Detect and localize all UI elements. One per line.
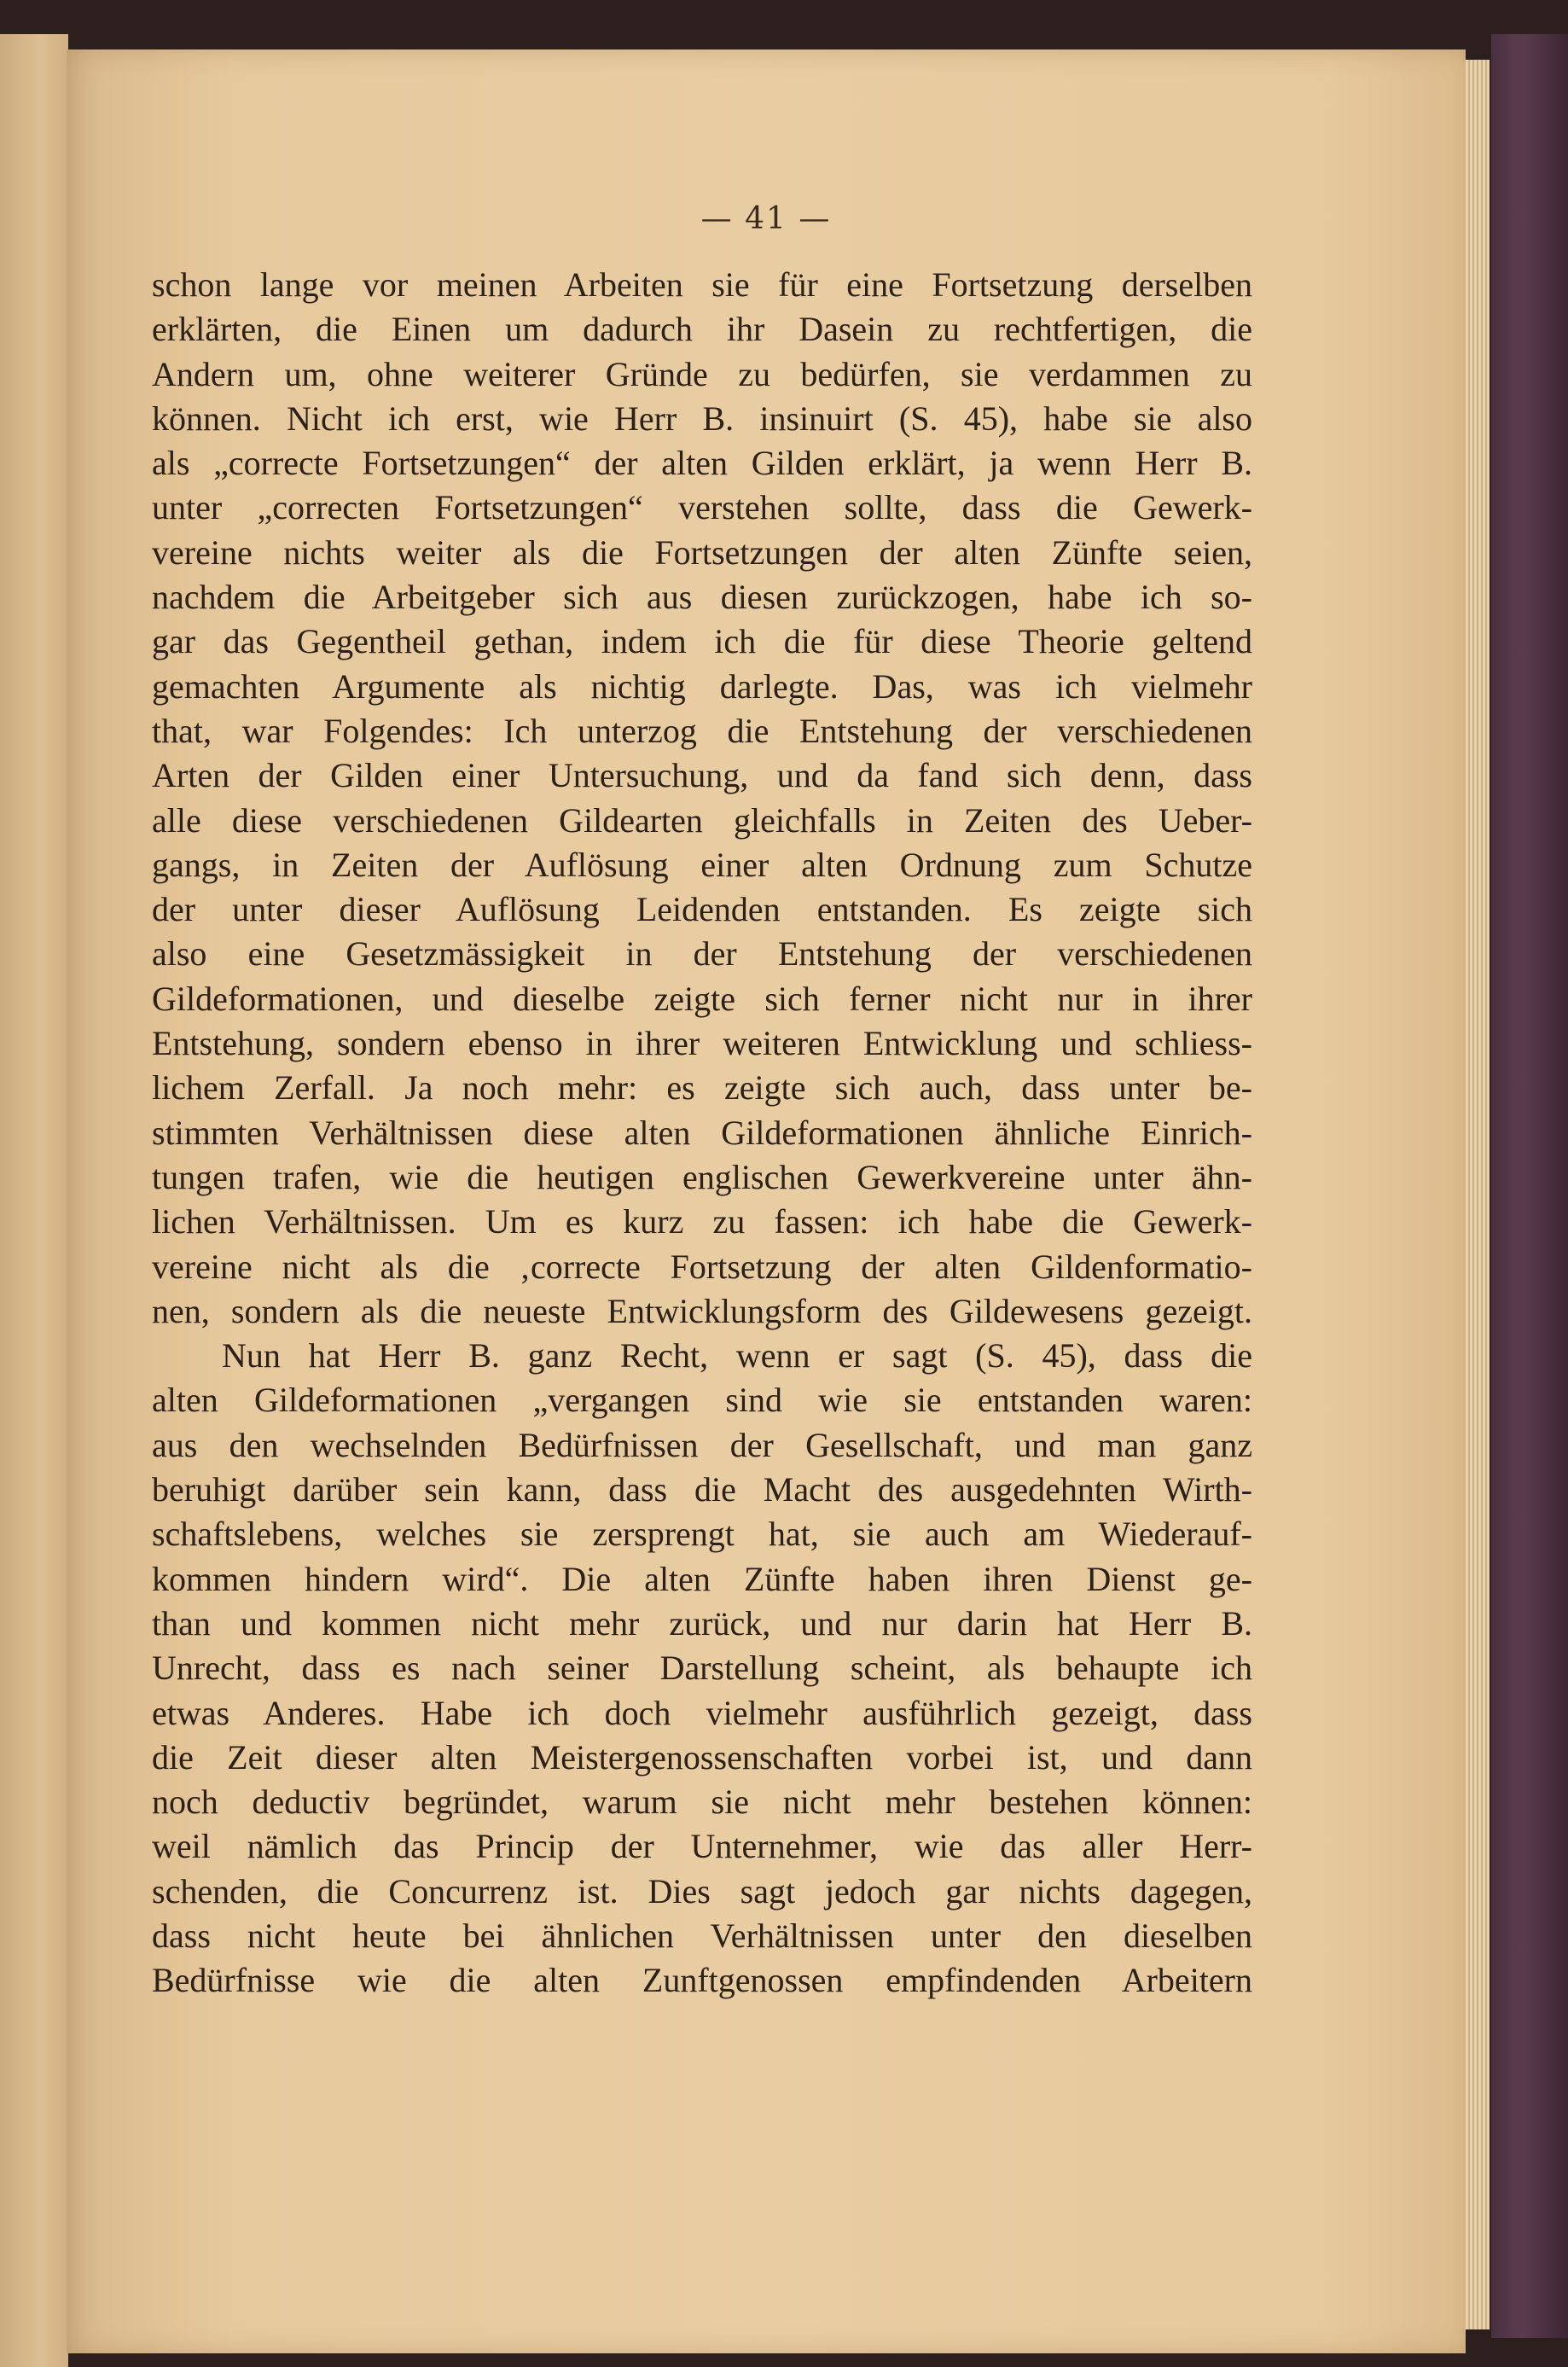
text-line: schaftslebens, welches sie zersprengt hat, sie auch am Wiederauf-: [152, 1515, 1252, 1554]
text-line: schon lange vor meinen Arbeiten sie für eine Fortsetzung derselben: [152, 265, 1252, 304]
text-line: gangs, in Zeiten der Auflösung einer alten Ordnung zum Schutze: [152, 845, 1252, 884]
text-line: aus den wechselnden Bedürfnissen der Gesellschaft, und man ganz: [152, 1425, 1252, 1464]
text-line: kommen hindern wird“. Die alten Zünfte haben ihren Dienst ge-: [152, 1559, 1252, 1598]
text-line: unter „correcten Fortsetzungen“ verstehen sollte, dass die Gewerk-: [152, 488, 1252, 527]
text-line: etwas Anderes. Habe ich doch vielmehr ausführlich gezeigt, dass: [152, 1693, 1252, 1732]
text-line: noch deductiv begründet, warum sie nicht mehr bestehen können:: [152, 1783, 1252, 1822]
text-line: dass nicht heute bei ähnlichen Verhältnissen unter den dieselben: [152, 1916, 1252, 1955]
book-cover-binding: [1491, 34, 1568, 2338]
text-line: gemachten Argumente als nichtig darlegte. Das, was ich vielmehr: [152, 666, 1252, 706]
text-line: lichem Zerfall. Ja noch mehr: es zeigte sich auch, dass unter be-: [152, 1068, 1252, 1108]
text-line: als „correcte Fortsetzungen“ der alten Gilden erklärt, ja wenn Herr B.: [152, 444, 1252, 483]
text-line: than und kommen nicht mehr zurück, und nur darin hat Herr B.: [152, 1603, 1252, 1643]
text-line: können. Nicht ich erst, wie Herr B. insinuirt (S. 45), habe sie also: [152, 398, 1252, 438]
previous-page-edge: [0, 34, 68, 2367]
text-line: Entstehung, sondern ebenso in ihrer weiteren Entwicklung und schliess-: [152, 1024, 1252, 1063]
paragraph-start-line: Nun hat Herr B. ganz Recht, wenn er sagt (S. 45), dass die: [222, 1336, 1252, 1375]
text-line: Arten der Gilden einer Untersuchung, und da fand sich denn, dass: [152, 756, 1252, 795]
text-line: der unter dieser Auflösung Leidenden entstanden. Es zeigte sich: [152, 890, 1252, 929]
page-stack-edges: [1466, 60, 1490, 2329]
text-line: alten Gildeformationen „vergangen sind wie sie entstanden waren:: [152, 1381, 1252, 1420]
text-line: Bedürfnisse wie die alten Zunftgenossen empfindenden Arbeitern: [152, 1961, 1252, 2000]
text-line: stimmten Verhältnissen diese alten Gildeformationen ähnliche Einrich-: [152, 1113, 1252, 1152]
text-line: schenden, die Concurrenz ist. Dies sagt jedoch gar nichts dagegen,: [152, 1871, 1252, 1910]
text-line: beruhigt darüber sein kann, dass die Macht des ausgedehnten Wirth-: [152, 1470, 1252, 1509]
text-line: also eine Gesetzmässigkeit in der Entstehung der verschiedenen: [152, 934, 1252, 974]
text-line: Andern um, ohne weiterer Gründe zu bedürfen, sie verdammen zu: [152, 354, 1252, 393]
text-line: vereine nicht als die ‚correcte Fortsetzung der alten Gildenformatio-: [152, 1247, 1252, 1286]
text-line: that, war Folgendes: Ich unterzog die Entstehung der verschiedenen: [152, 711, 1252, 750]
text-line: tungen trafen, wie die heutigen englischen Gewerkvereine unter ähn-: [152, 1157, 1252, 1196]
text-line: Gildeformationen, und dieselbe zeigte sich ferner nicht nur in ihrer: [152, 979, 1252, 1018]
text-line: lichen Verhältnissen. Um es kurz zu fassen: ich habe die Gewerk-: [152, 1202, 1252, 1242]
text-line: nachdem die Arbeitgeber sich aus diesen zurückzogen, habe ich so-: [152, 578, 1252, 617]
text-line: Unrecht, dass es nach seiner Darstellung scheint, als behaupte ich: [152, 1649, 1252, 1688]
body-text: [152, 263, 1252, 2004]
text-line: vereine nichts weiter als die Fortsetzungen der alten Zünfte seien,: [152, 532, 1252, 572]
text-line: gar das Gegentheil gethan, indem ich die für diese Theorie geltend: [152, 622, 1252, 661]
text-line: erklärten, die Einen um dadurch ihr Dasein zu rechtfertigen, die: [152, 310, 1252, 349]
text-line: weil nämlich das Princip der Unternehmer, wie das aller Herr-: [152, 1827, 1252, 1866]
text-line: die Zeit dieser alten Meistergenossenschaften vorbei ist, und dann: [152, 1737, 1252, 1777]
text-line: alle diese verschiedenen Gildearten gleichfalls in Zeiten des Ueber-: [152, 800, 1252, 840]
page-number: — 41 —: [700, 201, 832, 236]
text-line: nen, sondern als die neueste Entwicklungsform des Gildewesens gezeigt.: [152, 1291, 1252, 1330]
